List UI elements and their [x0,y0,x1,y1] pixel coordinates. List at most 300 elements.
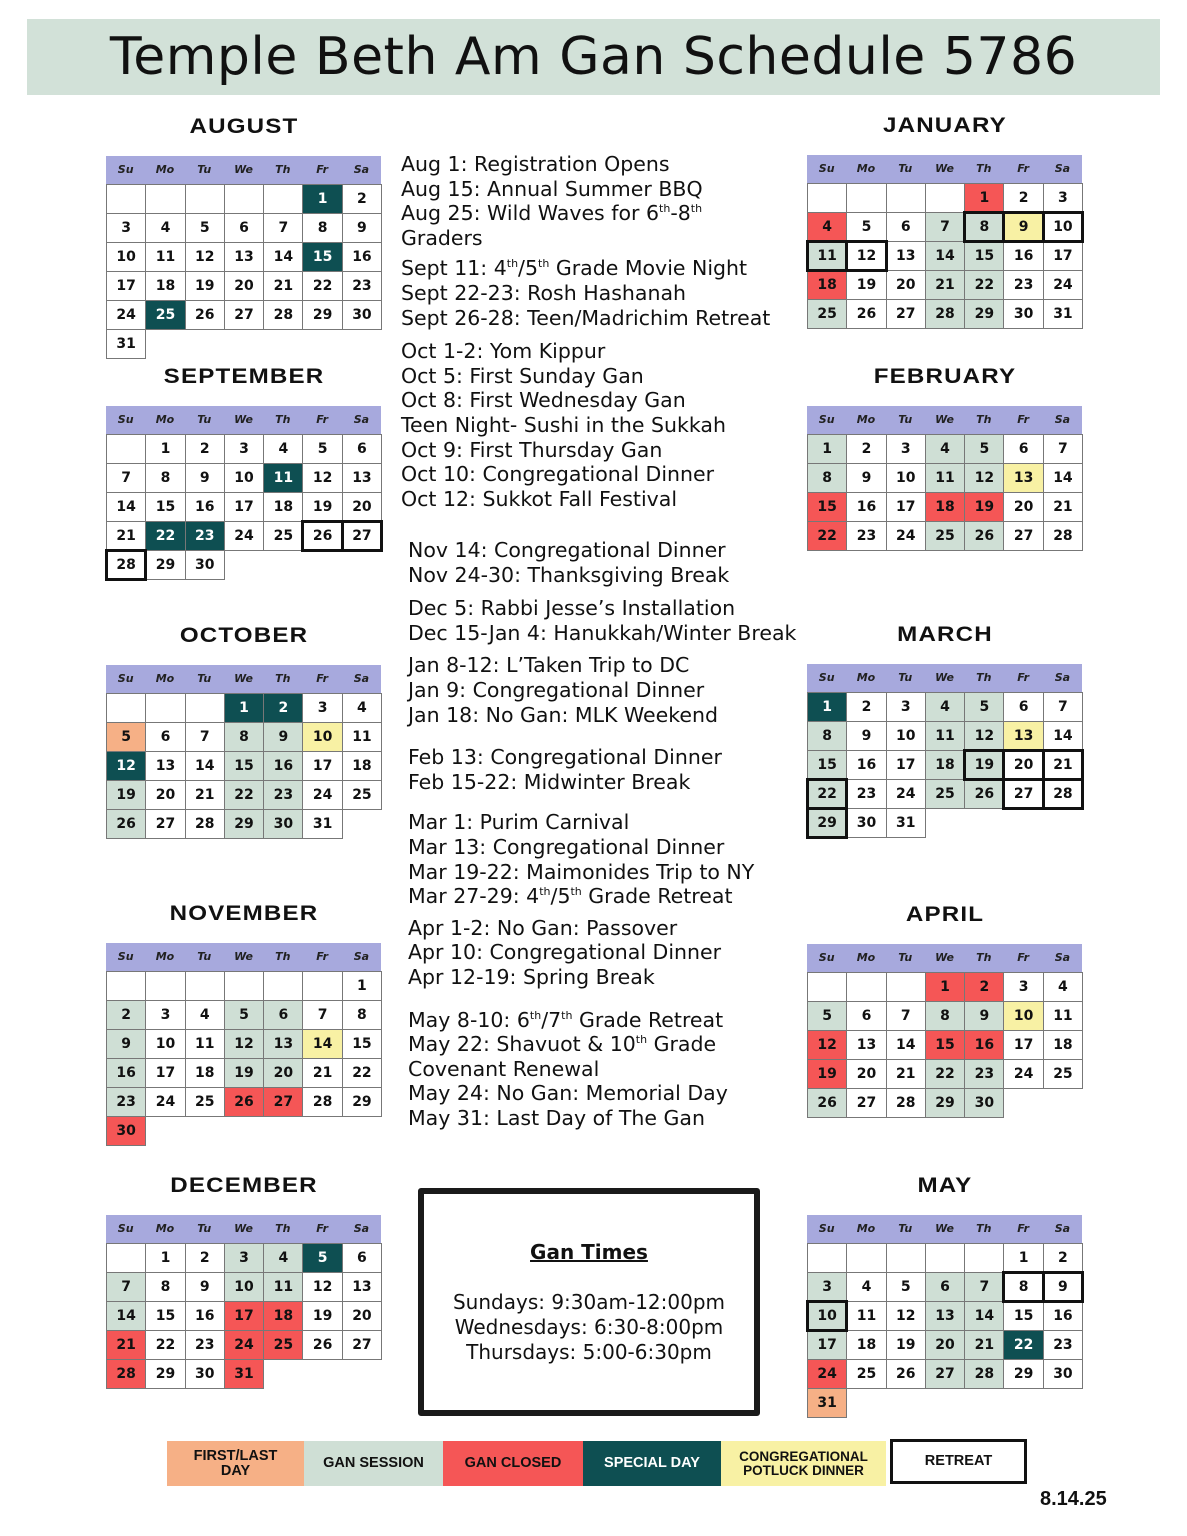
day-cell: 21 [302,1058,342,1088]
weekday-header: We [925,664,964,692]
day-cell: 12 [964,721,1004,751]
day-cell: 1 [342,971,382,1001]
calendar-grid [106,943,382,1145]
event-line: Mar 19-22: Maimonides Trip to NY [408,859,755,884]
empty-day-cell [846,1243,886,1273]
day-cell: 9 [106,1029,146,1059]
day-cell: 18 [925,492,965,522]
day-cell: 14 [925,241,965,271]
day-cell: 11 [1043,1001,1083,1031]
weekday-header: Th [964,664,1003,692]
event-line: Oct 12: Sukkot Fall Festival [401,486,678,511]
day-cell: 3 [886,434,926,464]
day-cell: 9 [846,721,886,751]
event-line: Oct 10: Congregational Dinner [401,462,715,487]
day-cell: 6 [886,212,926,242]
day-cell: 13 [1003,463,1043,493]
weekday-header: Tu [886,944,925,972]
empty-day-cell [925,183,965,213]
day-cell: 7 [302,1000,342,1030]
day-cell: 7 [1043,692,1083,722]
day-cell: 17 [886,750,926,780]
day-cell: 28 [106,550,146,580]
day-cell: 13 [342,1272,382,1302]
day-cell: 10 [807,1301,847,1331]
day-cell: 28 [302,1087,342,1117]
day-cell: 29 [925,1088,965,1118]
day-cell: 7 [925,212,965,242]
day-cell: 11 [145,242,185,272]
event-line: Jan 18: No Gan: MLK Weekend [408,702,719,727]
empty-day-cell [886,1243,926,1273]
weekday-header: Su [106,1215,145,1243]
day-cell: 19 [964,750,1004,780]
day-cell: 29 [807,808,847,838]
day-cell: 18 [263,492,303,522]
day-cell: 27 [925,1359,965,1389]
day-cell: 24 [224,1330,264,1360]
weekday-header: Fr [1003,406,1042,434]
day-cell: 31 [302,809,342,839]
day-cell: 20 [263,1058,303,1088]
day-cell: 17 [886,492,926,522]
event-line: Feb 13: Congregational Dinner [408,745,722,770]
day-cell: 21 [886,1059,926,1089]
day-cell: 1 [964,183,1004,213]
weekday-header: Sa [1043,406,1082,434]
day-cell: 15 [302,242,342,272]
empty-day-cell [106,1243,146,1273]
empty-day-cell [925,1243,965,1273]
day-cell: 12 [846,241,886,271]
day-cell: 1 [807,434,847,464]
day-cell: 19 [224,1058,264,1088]
day-cell: 18 [807,270,847,300]
weekday-header: Fr [1003,1215,1042,1243]
month-name: APRIL [905,903,985,926]
event-line: Apr 1-2: No Gan: Passover [408,915,678,940]
day-cell: 20 [342,492,382,522]
day-cell: 28 [964,1359,1004,1389]
day-cell: 5 [224,1000,264,1030]
day-cell: 9 [342,213,382,243]
day-cell: 8 [807,463,847,493]
day-cell: 6 [1003,692,1043,722]
day-cell: 24 [1043,270,1083,300]
weekday-header: Mo [145,406,184,434]
day-cell: 5 [964,434,1004,464]
day-cell: 4 [925,692,965,722]
day-cell: 12 [224,1029,264,1059]
day-cell: 21 [925,270,965,300]
day-cell: 25 [185,1087,225,1117]
day-cell: 8 [302,213,342,243]
day-cell: 16 [964,1030,1004,1060]
day-cell: 30 [185,1359,225,1389]
day-cell: 18 [846,1330,886,1360]
day-cell: 14 [964,1301,1004,1331]
weekday-header: Th [263,665,302,693]
day-cell: 5 [302,1243,342,1273]
events-list-fall [401,152,770,511]
event-group [408,810,796,908]
day-cell: 14 [106,1301,146,1331]
weekday-header: Sa [342,943,381,971]
month-may [807,1171,1083,1417]
weekday-header: Fr [302,406,341,434]
day-cell: 11 [263,463,303,493]
day-cell: 7 [106,463,146,493]
day-cell: 9 [185,1272,225,1302]
day-cell: 21 [1043,492,1083,522]
weekday-header: We [925,155,964,183]
month-name: NOVEMBER [169,902,319,925]
day-cell: 28 [925,299,965,329]
day-cell: 1 [145,434,185,464]
day-cell: 24 [224,521,264,551]
day-cell: 11 [185,1029,225,1059]
day-cell: 11 [925,463,965,493]
event-group [408,916,796,990]
day-cell: 10 [224,1272,264,1302]
day-cell: 12 [302,463,342,493]
day-cell: 10 [224,463,264,493]
day-cell: 3 [224,1243,264,1273]
gan-times-sunday: Sundays: 9:30am-12:00pm [452,1290,726,1314]
day-cell: 15 [925,1030,965,1060]
day-cell: 13 [1003,721,1043,751]
day-cell: 26 [185,300,225,330]
day-cell: 11 [846,1301,886,1331]
empty-day-cell [224,184,264,214]
day-cell: 5 [846,212,886,242]
event-group [408,653,796,727]
month-january [807,111,1083,328]
empty-day-cell [145,693,185,723]
day-cell: 22 [342,1058,382,1088]
empty-day-cell [807,972,847,1002]
day-cell: 30 [106,1116,146,1146]
day-cell: 19 [302,492,342,522]
day-cell: 27 [1003,521,1043,551]
day-cell: 14 [185,751,225,781]
day-cell: 31 [106,329,146,359]
day-cell: 4 [263,1243,303,1273]
day-cell: 28 [1043,521,1083,551]
empty-day-cell [807,183,847,213]
event-line: Jan 8-12: L’Taken Trip to DC [408,653,690,678]
weekday-header: Th [263,943,302,971]
event-line: Apr 10: Congregational Dinner [408,940,722,965]
day-cell: 9 [964,1001,1004,1031]
day-cell: 15 [807,492,847,522]
event-line: Oct 1-2: Yom Kippur [401,339,606,364]
empty-day-cell [807,1243,847,1273]
day-cell: 20 [846,1059,886,1089]
day-cell: 9 [1043,1272,1083,1302]
day-cell: 6 [342,434,382,464]
day-cell: 21 [263,271,303,301]
day-cell: 26 [964,779,1004,809]
day-cell: 24 [302,780,342,810]
calendar-grid [106,406,382,579]
day-cell: 10 [1003,1001,1043,1031]
day-cell: 28 [886,1088,926,1118]
day-cell: 2 [185,1243,225,1273]
weekday-header: Su [807,155,846,183]
day-cell: 30 [846,808,886,838]
day-cell: 23 [846,521,886,551]
day-cell: 15 [224,751,264,781]
day-cell: 16 [846,750,886,780]
weekday-header: Tu [185,943,224,971]
day-cell: 30 [263,809,303,839]
day-cell: 18 [145,271,185,301]
empty-day-cell [145,971,185,1001]
day-cell: 13 [145,751,185,781]
day-cell: 3 [106,213,146,243]
day-cell: 6 [263,1000,303,1030]
day-cell: 16 [1043,1301,1083,1331]
weekday-header: Su [106,406,145,434]
day-cell: 16 [342,242,382,272]
day-cell: 25 [846,1359,886,1389]
day-cell: 29 [302,300,342,330]
weekday-header: Mo [145,665,184,693]
weekday-header: Th [964,155,1003,183]
weekday-header: Th [964,944,1003,972]
month-february [807,362,1083,550]
day-cell: 3 [302,693,342,723]
event-group [401,339,770,511]
empty-day-cell [106,184,146,214]
weekday-header: Sa [1043,664,1082,692]
day-cell: 25 [263,521,303,551]
day-cell: 7 [1043,434,1083,464]
day-cell: 1 [145,1243,185,1273]
month-name: DECEMBER [170,1174,318,1197]
day-cell: 5 [886,1272,926,1302]
weekday-header: Sa [342,406,381,434]
weekday-header: Tu [185,156,224,184]
day-cell: 26 [846,299,886,329]
day-cell: 2 [846,434,886,464]
day-cell: 22 [145,521,185,551]
day-cell: 8 [925,1001,965,1031]
month-name: MAY [917,1174,973,1197]
day-cell: 22 [224,780,264,810]
day-cell: 15 [342,1029,382,1059]
page-title: Temple Beth Am Gan Schedule 5786 [109,27,1078,87]
day-cell: 14 [1043,721,1083,751]
day-cell: 27 [342,1330,382,1360]
day-cell: 5 [964,692,1004,722]
day-cell: 23 [185,1330,225,1360]
month-august [106,112,382,358]
day-cell: 9 [185,463,225,493]
day-cell: 16 [846,492,886,522]
day-cell: 29 [145,1359,185,1389]
day-cell: 16 [1003,241,1043,271]
legend-potluck-dinner: CONGREGATIONAL POTLUCK DINNER [721,1441,886,1486]
day-cell: 18 [342,751,382,781]
empty-day-cell [145,184,185,214]
month-march [807,620,1083,837]
event-line: Covenant Renewal [408,1056,600,1081]
month-name: MARCH [897,623,993,646]
day-cell: 1 [807,692,847,722]
calendar-grid [807,664,1083,837]
day-cell: 24 [106,300,146,330]
legend [167,1441,1027,1486]
day-cell: 10 [302,722,342,752]
weekday-header: Th [964,406,1003,434]
day-cell: 30 [1043,1359,1083,1389]
event-line: Mar 13: Congregational Dinner [408,834,725,859]
day-cell: 7 [964,1272,1004,1302]
month-october [106,621,382,838]
day-cell: 14 [1043,463,1083,493]
weekday-header: Tu [185,1215,224,1243]
day-cell: 10 [886,463,926,493]
day-cell: 12 [302,1272,342,1302]
weekday-header: Fr [302,943,341,971]
day-cell: 8 [145,1272,185,1302]
weekday-header: Mo [846,944,885,972]
empty-day-cell [846,183,886,213]
day-cell: 6 [846,1001,886,1031]
day-cell: 3 [224,434,264,464]
weekday-header: Tu [185,665,224,693]
day-cell: 20 [886,270,926,300]
weekday-header: Mo [846,664,885,692]
gan-times-box [418,1188,760,1416]
day-cell: 26 [302,521,342,551]
weekday-header: Sa [1043,1215,1082,1243]
day-cell: 27 [342,521,382,551]
day-cell: 12 [185,242,225,272]
event-line: Oct 5: First Sunday Gan [401,363,644,388]
day-cell: 22 [145,1330,185,1360]
day-cell: 2 [1003,183,1043,213]
day-cell: 12 [886,1301,926,1331]
day-cell: 21 [1043,750,1083,780]
day-cell: 28 [185,809,225,839]
day-cell: 19 [886,1330,926,1360]
day-cell: 29 [224,809,264,839]
day-cell: 22 [964,270,1004,300]
event-line: Dec 15-Jan 4: Hanukkah/Winter Break [408,620,797,645]
day-cell: 4 [925,434,965,464]
day-cell: 4 [263,434,303,464]
weekday-header: Th [263,406,302,434]
day-cell: 2 [263,693,303,723]
day-cell: 9 [846,463,886,493]
day-cell: 7 [106,1272,146,1302]
month-december [106,1171,382,1388]
day-cell: 2 [846,692,886,722]
day-cell: 19 [302,1301,342,1331]
day-cell: 23 [846,779,886,809]
day-cell: 21 [106,521,146,551]
day-cell: 1 [925,972,965,1002]
legend-gan-closed: GAN CLOSED [443,1441,583,1486]
day-cell: 10 [1043,212,1083,242]
weekday-header: Fr [302,156,341,184]
day-cell: 2 [185,434,225,464]
day-cell: 15 [1003,1301,1043,1331]
weekday-header: Su [807,1215,846,1243]
calendar-grid [106,1215,382,1388]
weekday-header: Fr [1003,664,1042,692]
day-cell: 17 [807,1330,847,1360]
day-cell: 27 [886,299,926,329]
month-name: OCTOBER [179,624,309,647]
day-cell: 26 [224,1087,264,1117]
day-cell: 6 [145,722,185,752]
day-cell: 7 [886,1001,926,1031]
calendar-grid [807,944,1083,1117]
day-cell: 28 [1043,779,1083,809]
day-cell: 8 [964,212,1004,242]
day-cell: 17 [224,1301,264,1331]
event-line: Aug 25: Wild Waves for 6th-8th [401,201,703,226]
day-cell: 24 [1003,1059,1043,1089]
day-cell: 4 [807,212,847,242]
day-cell: 21 [185,780,225,810]
day-cell: 13 [846,1030,886,1060]
weekday-header: We [224,406,263,434]
day-cell: 20 [1003,750,1043,780]
day-cell: 19 [846,270,886,300]
day-cell: 3 [145,1000,185,1030]
legend-gan-session: GAN SESSION [304,1441,443,1486]
day-cell: 14 [106,492,146,522]
empty-day-cell [106,693,146,723]
day-cell: 22 [807,779,847,809]
weekday-header: Mo [145,156,184,184]
day-cell: 27 [145,809,185,839]
day-cell: 7 [185,722,225,752]
day-cell: 26 [302,1330,342,1360]
day-cell: 18 [263,1301,303,1331]
weekday-header: Su [106,156,145,184]
event-line: May 31: Last Day of The Gan [408,1105,705,1130]
month-name: SEPTEMBER [163,365,325,388]
day-cell: 8 [807,721,847,751]
legend-first-last-day: FIRST/LAST DAY [167,1441,304,1486]
day-cell: 13 [342,463,382,493]
day-cell: 20 [925,1330,965,1360]
weekday-header: Sa [1043,944,1082,972]
weekday-header: Su [106,943,145,971]
day-cell: 18 [185,1058,225,1088]
weekday-header: Su [807,406,846,434]
day-cell: 16 [106,1058,146,1088]
event-group [408,538,796,587]
day-cell: 9 [263,722,303,752]
day-cell: 17 [224,492,264,522]
legend-retreat: RETREAT [890,1439,1027,1484]
day-cell: 20 [224,271,264,301]
day-cell: 1 [302,184,342,214]
day-cell: 26 [886,1359,926,1389]
day-cell: 5 [106,722,146,752]
day-cell: 15 [807,750,847,780]
day-cell: 19 [964,492,1004,522]
weekday-header: Th [263,1215,302,1243]
day-cell: 10 [145,1029,185,1059]
